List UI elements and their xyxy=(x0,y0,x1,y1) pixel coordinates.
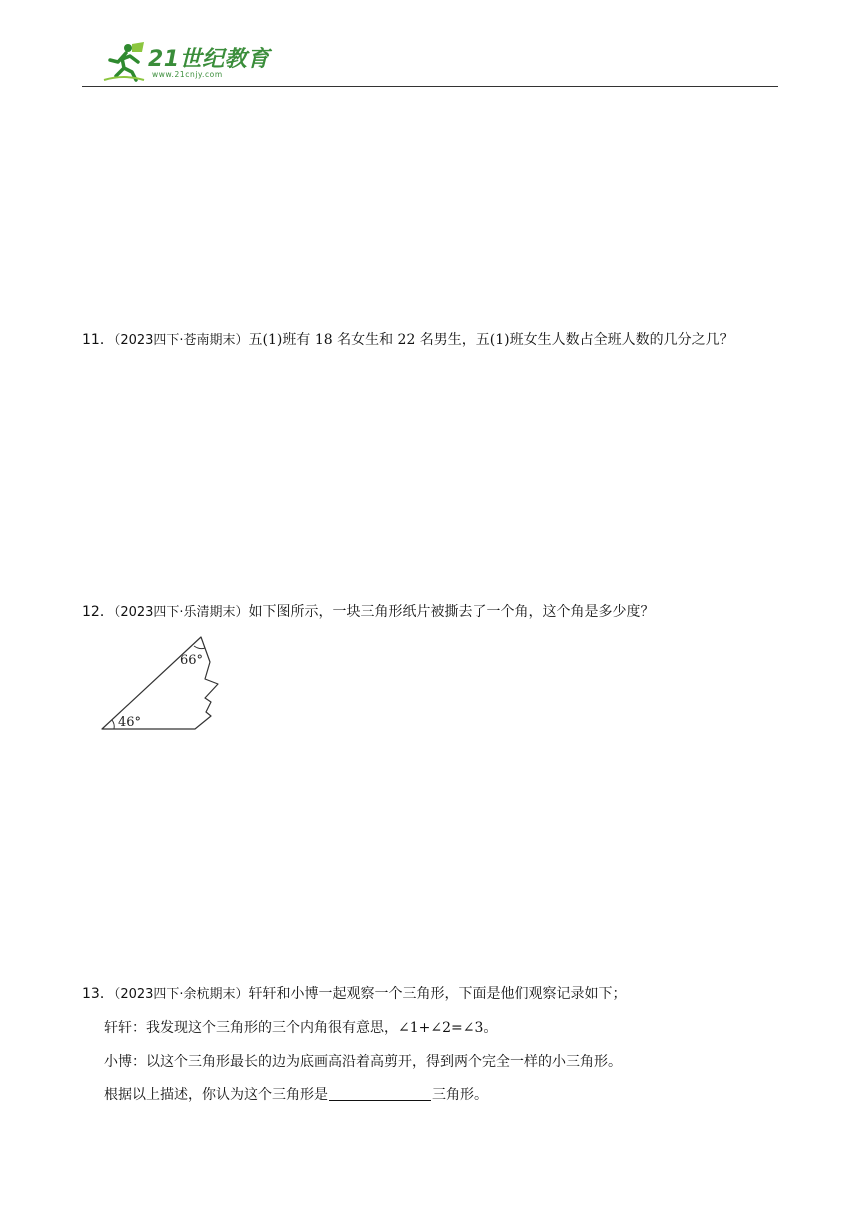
question-12 xyxy=(82,602,655,623)
question-source: （2023四下·苍南期末） xyxy=(113,333,249,348)
prompt-after: 三角形。 xyxy=(432,1087,488,1103)
question-text: 如下图所示，一块三角形纸片被撕去了一个角，这个角是多少度？ xyxy=(248,604,655,620)
bottom-angle-label: 46° xyxy=(118,715,142,730)
question-number: 11． xyxy=(82,332,114,348)
observation-xiaobo: 小博：以这个三角形最长的边为底画高沿着高剪开，得到两个完全一样的小三角形。 xyxy=(104,1054,622,1070)
prompt-before: 根据以上描述，你认为这个三角形是 xyxy=(104,1087,328,1103)
question-source: （2023四下·余杭期末） xyxy=(113,987,249,1002)
page-header xyxy=(82,38,778,87)
top-angle-label: 66° xyxy=(180,653,204,668)
question-13 xyxy=(82,984,627,1005)
logo xyxy=(102,40,272,84)
question-text: 轩轩和小博一起观察一个三角形，下面是他们观察记录如下； xyxy=(248,986,627,1002)
answer-blank[interactable] xyxy=(329,1086,431,1101)
logo-text: 21世纪教育 xyxy=(148,47,270,72)
observation-xuanxuan: 轩轩：我发现这个三角形的三个内角很有意思，∠1+∠2=∠3。 xyxy=(104,1020,498,1036)
answer-prompt xyxy=(104,1085,488,1105)
logo-url: www.21cnjy.com xyxy=(152,70,223,79)
question-number: 12． xyxy=(82,604,114,620)
question-number: 13． xyxy=(82,986,114,1002)
question-text: 五(1)班有 18 名女生和 22 名男生，五(1)班女生人数占全班人数的几分之几？ xyxy=(248,332,734,348)
question-source: （2023四下·乐清期末） xyxy=(113,605,249,620)
question-11 xyxy=(82,330,734,351)
runner-logo-icon xyxy=(102,40,146,84)
torn-triangle-figure xyxy=(98,632,226,734)
